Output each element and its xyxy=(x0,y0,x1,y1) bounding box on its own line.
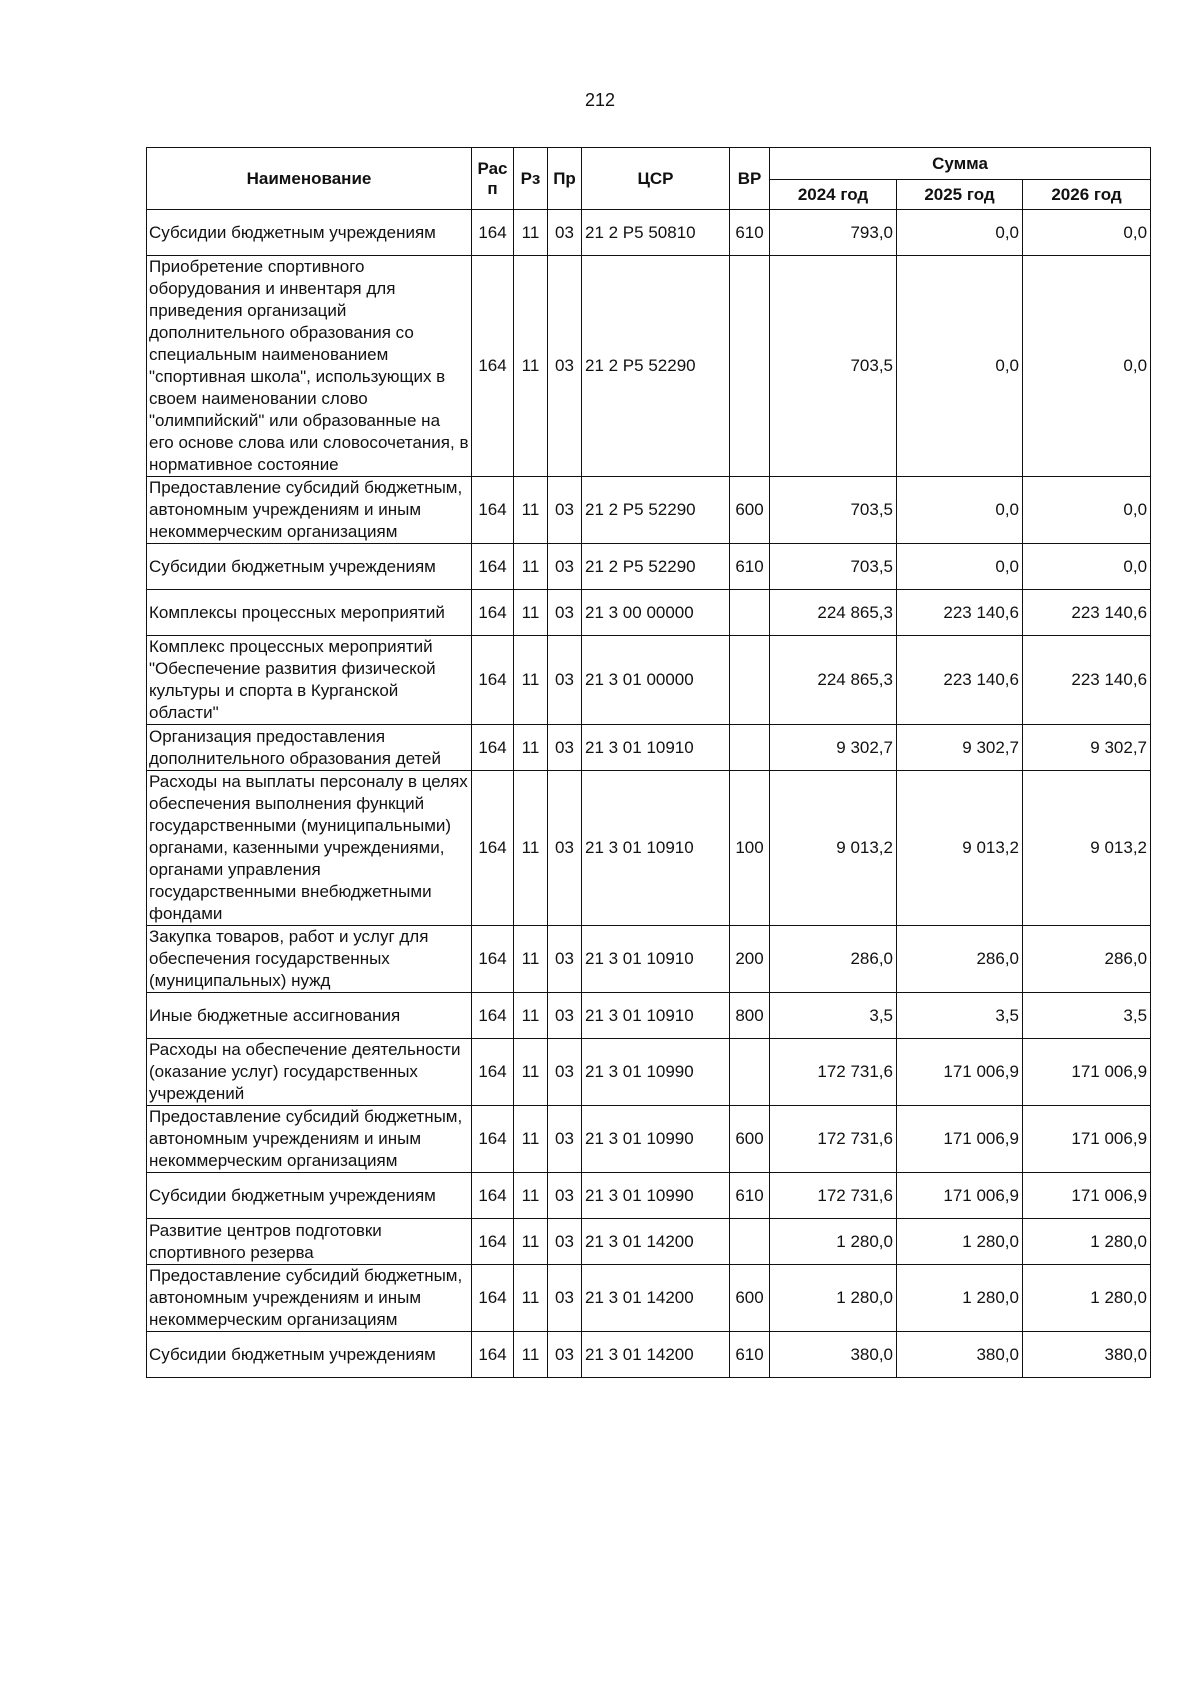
row-sum-2024: 172 731,6 xyxy=(770,1106,897,1173)
row-name: Закупка товаров, работ и услуг для обеспечения государственных (муниципальных) нужд xyxy=(147,926,472,993)
row-sum-2025: 171 006,9 xyxy=(897,1039,1023,1106)
row-sum-2025: 171 006,9 xyxy=(897,1106,1023,1173)
row-pr: 03 xyxy=(548,210,582,256)
row-rz: 11 xyxy=(514,771,548,926)
row-sum-2025: 1 280,0 xyxy=(897,1265,1023,1332)
row-name: Субсидии бюджетным учреждениям xyxy=(147,544,472,590)
row-sum-2025: 286,0 xyxy=(897,926,1023,993)
row-rz: 11 xyxy=(514,256,548,477)
row-sum-2025: 0,0 xyxy=(897,477,1023,544)
row-sum-2026: 171 006,9 xyxy=(1023,1106,1151,1173)
row-sum-2024: 380,0 xyxy=(770,1332,897,1378)
row-rz: 11 xyxy=(514,1173,548,1219)
row-name: Предоставление субсидий бюджетным, автономным учреждениям и иным некоммерческим организациям xyxy=(147,477,472,544)
row-pr: 03 xyxy=(548,590,582,636)
row-sum-2025: 0,0 xyxy=(897,210,1023,256)
table-row xyxy=(147,636,1151,725)
row-rasp: 164 xyxy=(472,1173,514,1219)
table-row xyxy=(147,1106,1151,1173)
header-rz: Рз xyxy=(514,148,548,210)
table-row xyxy=(147,1173,1151,1219)
table-header xyxy=(147,148,1151,210)
row-rasp: 164 xyxy=(472,926,514,993)
row-vr xyxy=(730,1219,770,1265)
row-rasp: 164 xyxy=(472,1332,514,1378)
row-rz: 11 xyxy=(514,1106,548,1173)
row-sum-2024: 703,5 xyxy=(770,544,897,590)
budget-table xyxy=(146,147,1151,1378)
row-csr: 21 3 01 14200 xyxy=(582,1219,730,1265)
row-sum-2024: 172 731,6 xyxy=(770,1173,897,1219)
row-sum-2024: 703,5 xyxy=(770,477,897,544)
header-csr: ЦСР xyxy=(582,148,730,210)
row-sum-2026: 171 006,9 xyxy=(1023,1173,1151,1219)
row-csr: 21 3 01 10910 xyxy=(582,771,730,926)
row-name: Комплексы процессных мероприятий xyxy=(147,590,472,636)
table-row xyxy=(147,926,1151,993)
row-sum-2026: 223 140,6 xyxy=(1023,590,1151,636)
row-name: Организация предоставления дополнительного образования детей xyxy=(147,725,472,771)
header-pr: Пр xyxy=(548,148,582,210)
row-sum-2024: 9 302,7 xyxy=(770,725,897,771)
row-sum-2025: 0,0 xyxy=(897,256,1023,477)
row-sum-2026: 286,0 xyxy=(1023,926,1151,993)
row-csr: 21 3 01 10910 xyxy=(582,993,730,1039)
row-pr: 03 xyxy=(548,544,582,590)
row-sum-2025: 380,0 xyxy=(897,1332,1023,1378)
table-row xyxy=(147,1039,1151,1106)
row-rz: 11 xyxy=(514,210,548,256)
row-rasp: 164 xyxy=(472,590,514,636)
row-name: Расходы на выплаты персоналу в целях обеспечения выполнения функций государственными (муниципальными) органами, казенными учреждениями, органами управления государственными внебюджетными фондами xyxy=(147,771,472,926)
header-year-2025: 2025 год xyxy=(897,180,1023,210)
row-vr: 610 xyxy=(730,1173,770,1219)
table-row xyxy=(147,256,1151,477)
row-rasp: 164 xyxy=(472,1265,514,1332)
row-vr: 610 xyxy=(730,210,770,256)
row-rz: 11 xyxy=(514,993,548,1039)
row-rasp: 164 xyxy=(472,725,514,771)
header-name: Наименование xyxy=(147,148,472,210)
row-name: Субсидии бюджетным учреждениям xyxy=(147,210,472,256)
row-name: Субсидии бюджетным учреждениям xyxy=(147,1173,472,1219)
row-pr: 03 xyxy=(548,256,582,477)
row-pr: 03 xyxy=(548,725,582,771)
row-rasp: 164 xyxy=(472,771,514,926)
row-name: Комплекс процессных мероприятий "Обеспечение развития физической культуры и спорта в Курганской области" xyxy=(147,636,472,725)
row-csr: 21 2 Р5 52290 xyxy=(582,256,730,477)
row-csr: 21 3 01 14200 xyxy=(582,1332,730,1378)
row-csr: 21 2 Р5 52290 xyxy=(582,544,730,590)
header-year-2024: 2024 год xyxy=(770,180,897,210)
row-sum-2024: 9 013,2 xyxy=(770,771,897,926)
row-sum-2024: 172 731,6 xyxy=(770,1039,897,1106)
row-rz: 11 xyxy=(514,544,548,590)
row-rasp: 164 xyxy=(472,544,514,590)
row-csr: 21 2 Р5 50810 xyxy=(582,210,730,256)
header-vr: ВР xyxy=(730,148,770,210)
row-sum-2025: 3,5 xyxy=(897,993,1023,1039)
row-rz: 11 xyxy=(514,926,548,993)
row-name: Предоставление субсидий бюджетным, автономным учреждениям и иным некоммерческим организациям xyxy=(147,1265,472,1332)
row-sum-2026: 1 280,0 xyxy=(1023,1265,1151,1332)
row-name: Расходы на обеспечение деятельности (оказание услуг) государственных учреждений xyxy=(147,1039,472,1106)
row-sum-2025: 0,0 xyxy=(897,544,1023,590)
row-pr: 03 xyxy=(548,477,582,544)
header-rasp: Рас п xyxy=(472,148,514,210)
row-name: Предоставление субсидий бюджетным, автономным учреждениям и иным некоммерческим организациям xyxy=(147,1106,472,1173)
table-row xyxy=(147,544,1151,590)
row-rz: 11 xyxy=(514,477,548,544)
row-sum-2025: 1 280,0 xyxy=(897,1219,1023,1265)
row-vr xyxy=(730,636,770,725)
row-sum-2024: 793,0 xyxy=(770,210,897,256)
table-row xyxy=(147,1265,1151,1332)
row-name: Приобретение спортивного оборудования и инвентаря для приведения организаций дополнительного образования со специальным наименованием "спортивная школа", использующих в своем наименовании слово "олимпийский" или образованные на его основе слова или словосочетания, в нормативное состояние xyxy=(147,256,472,477)
row-sum-2024: 703,5 xyxy=(770,256,897,477)
row-vr: 600 xyxy=(730,1106,770,1173)
row-vr: 100 xyxy=(730,771,770,926)
row-csr: 21 3 01 10910 xyxy=(582,926,730,993)
row-rz: 11 xyxy=(514,636,548,725)
row-rasp: 164 xyxy=(472,1106,514,1173)
row-vr xyxy=(730,725,770,771)
table-row xyxy=(147,771,1151,926)
row-sum-2024: 224 865,3 xyxy=(770,590,897,636)
row-sum-2024: 1 280,0 xyxy=(770,1219,897,1265)
row-pr: 03 xyxy=(548,1265,582,1332)
row-sum-2024: 1 280,0 xyxy=(770,1265,897,1332)
row-sum-2026: 0,0 xyxy=(1023,544,1151,590)
row-pr: 03 xyxy=(548,771,582,926)
row-vr xyxy=(730,590,770,636)
row-rasp: 164 xyxy=(472,1039,514,1106)
row-csr: 21 3 01 10990 xyxy=(582,1039,730,1106)
row-sum-2026: 0,0 xyxy=(1023,477,1151,544)
row-vr: 610 xyxy=(730,544,770,590)
row-csr: 21 3 01 00000 xyxy=(582,636,730,725)
row-sum-2025: 9 302,7 xyxy=(897,725,1023,771)
page-number: 212 xyxy=(584,90,616,110)
table-row xyxy=(147,725,1151,771)
row-rasp: 164 xyxy=(472,256,514,477)
table-body xyxy=(147,210,1151,1378)
row-sum-2025: 9 013,2 xyxy=(897,771,1023,926)
row-sum-2026: 1 280,0 xyxy=(1023,1219,1151,1265)
row-csr: 21 3 01 10990 xyxy=(582,1173,730,1219)
row-csr: 21 2 Р5 52290 xyxy=(582,477,730,544)
row-pr: 03 xyxy=(548,1039,582,1106)
row-csr: 21 3 00 00000 xyxy=(582,590,730,636)
row-rasp: 164 xyxy=(472,636,514,725)
row-csr: 21 3 01 10990 xyxy=(582,1106,730,1173)
row-rz: 11 xyxy=(514,1219,548,1265)
row-sum-2025: 223 140,6 xyxy=(897,590,1023,636)
row-rasp: 164 xyxy=(472,477,514,544)
row-sum-2026: 0,0 xyxy=(1023,256,1151,477)
row-pr: 03 xyxy=(548,1106,582,1173)
row-csr: 21 3 01 14200 xyxy=(582,1265,730,1332)
header-sum: Сумма xyxy=(770,148,1151,180)
row-sum-2026: 223 140,6 xyxy=(1023,636,1151,725)
row-name: Развитие центров подготовки спортивного резерва xyxy=(147,1219,472,1265)
row-pr: 03 xyxy=(548,1332,582,1378)
row-sum-2024: 3,5 xyxy=(770,993,897,1039)
row-sum-2026: 0,0 xyxy=(1023,210,1151,256)
row-pr: 03 xyxy=(548,1219,582,1265)
row-vr xyxy=(730,256,770,477)
row-sum-2026: 9 013,2 xyxy=(1023,771,1151,926)
row-pr: 03 xyxy=(548,636,582,725)
row-pr: 03 xyxy=(548,993,582,1039)
row-rz: 11 xyxy=(514,590,548,636)
row-name: Иные бюджетные ассигнования xyxy=(147,993,472,1039)
row-vr: 800 xyxy=(730,993,770,1039)
row-rasp: 164 xyxy=(472,1219,514,1265)
row-pr: 03 xyxy=(548,926,582,993)
row-sum-2025: 171 006,9 xyxy=(897,1173,1023,1219)
table-row xyxy=(147,590,1151,636)
row-vr xyxy=(730,1039,770,1106)
row-sum-2025: 223 140,6 xyxy=(897,636,1023,725)
row-rasp: 164 xyxy=(472,210,514,256)
table-row xyxy=(147,1332,1151,1378)
row-csr: 21 3 01 10910 xyxy=(582,725,730,771)
row-name: Субсидии бюджетным учреждениям xyxy=(147,1332,472,1378)
row-vr: 610 xyxy=(730,1332,770,1378)
row-vr: 200 xyxy=(730,926,770,993)
header-year-2026: 2026 год xyxy=(1023,180,1151,210)
table-row xyxy=(147,210,1151,256)
row-pr: 03 xyxy=(548,1173,582,1219)
row-sum-2026: 9 302,7 xyxy=(1023,725,1151,771)
row-rz: 11 xyxy=(514,1039,548,1106)
table-row xyxy=(147,993,1151,1039)
row-sum-2024: 286,0 xyxy=(770,926,897,993)
table-row xyxy=(147,477,1151,544)
row-rz: 11 xyxy=(514,1332,548,1378)
row-sum-2024: 224 865,3 xyxy=(770,636,897,725)
row-rz: 11 xyxy=(514,1265,548,1332)
row-vr: 600 xyxy=(730,477,770,544)
row-sum-2026: 380,0 xyxy=(1023,1332,1151,1378)
row-sum-2026: 171 006,9 xyxy=(1023,1039,1151,1106)
row-sum-2026: 3,5 xyxy=(1023,993,1151,1039)
row-vr: 600 xyxy=(730,1265,770,1332)
table-row xyxy=(147,1219,1151,1265)
row-rz: 11 xyxy=(514,725,548,771)
row-rasp: 164 xyxy=(472,993,514,1039)
